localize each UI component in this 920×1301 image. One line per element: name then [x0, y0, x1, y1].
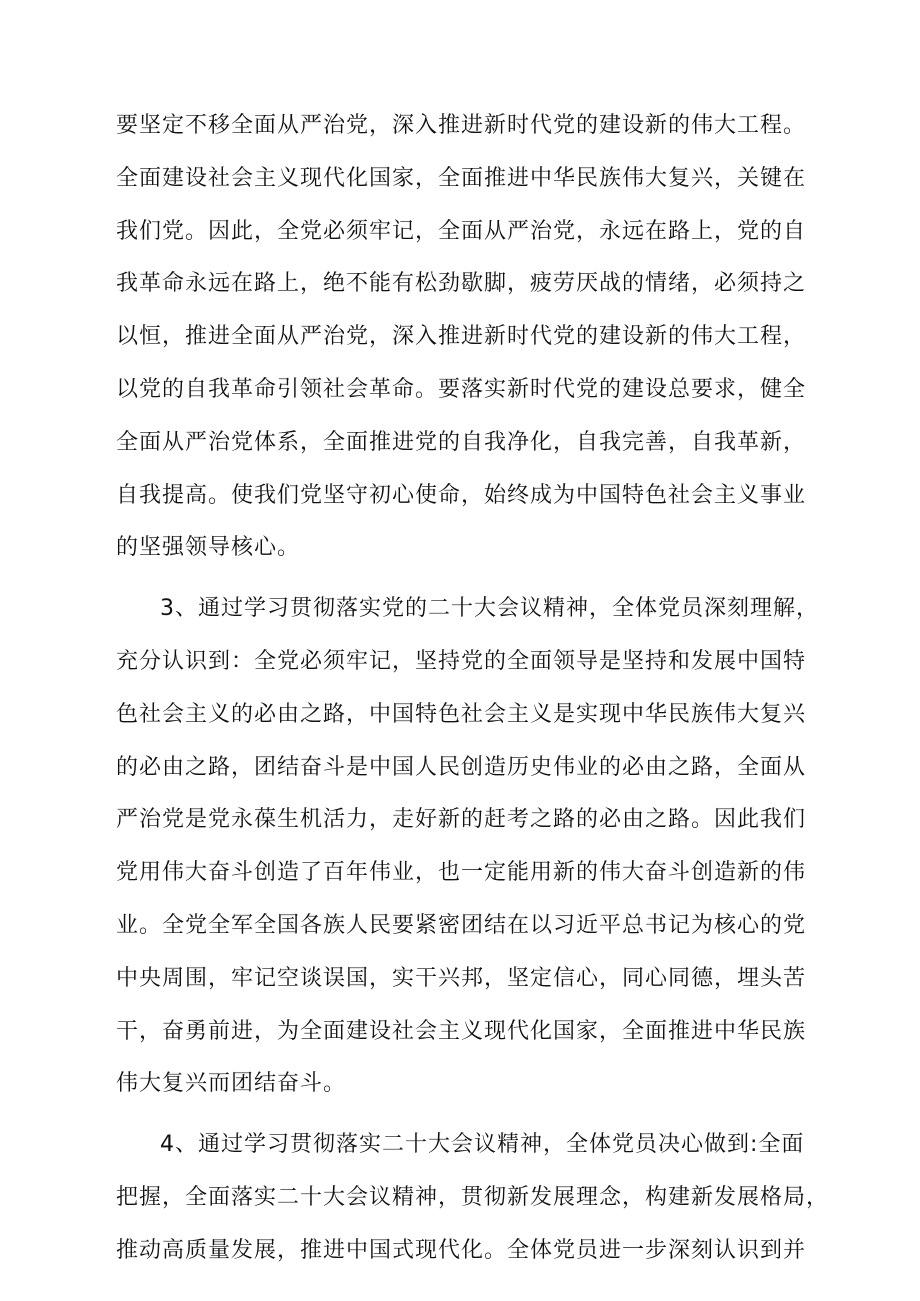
paragraph-2 [116, 583, 819, 1111]
paragraph-line: 推动高质量发展，推进中国式现代化。全体党员进一步深刻认识到并 [116, 1237, 807, 1263]
paragraph-line: 以党的自我革命引领社会革命。要落实新时代党的建设总要求，健全 [116, 376, 807, 402]
paragraph-line: 中央周围，牢记空谈误国，实干兴邦，坚定信心，同心同德，埋头苦 [116, 965, 807, 991]
document-body [116, 100, 830, 1278]
paragraph-line: 把握，全面落实二十大会议精神，贯彻新发展理念，构建新发展格局， [116, 1184, 830, 1210]
paragraph-spacing [116, 575, 816, 583]
paragraph-line: 的坚强领导核心。 [116, 535, 301, 561]
paragraph-line: 伟大复兴而团结奋斗。 [116, 1071, 347, 1097]
paragraph-line: 全面建设社会主义现代化国家，全面推进中华民族伟大复兴，关键在 [116, 165, 807, 191]
paragraph-spacing [116, 1111, 816, 1119]
paragraph-line: 自我提高。使我们党坚守初心使命，始终成为中国特色社会主义事业 [116, 482, 807, 508]
paragraph-line: 党用伟大奋斗创造了百年伟业，也一定能用新的伟大奋斗创造新的伟 [116, 860, 807, 886]
paragraph-first-line: 3、通过学习贯彻落实党的二十大会议精神，全体党员深刻理解， [160, 596, 819, 622]
paragraph-line: 我们党。因此，全党必须牢记，全面从严治党，永远在路上，党的自 [116, 218, 807, 244]
paragraph-line: 全面从严治党体系，全面推进党的自我净化，自我完善，自我革新， [116, 429, 807, 455]
paragraph-line: 我革命永远在路上，绝不能有松劲歇脚，疲劳厌战的情绪，必须持之 [116, 271, 807, 297]
paragraph-line: 业。全党全军全国各族人民要紧密团结在以习近平总书记为核心的党 [116, 912, 807, 938]
paragraph-line: 充分认识到：全党必须牢记，坚持党的全面领导是坚持和发展中国特 [116, 648, 807, 674]
paragraph-line: 的必由之路，团结奋斗是中国人民创造历史伟业的必由之路，全面从 [116, 754, 807, 780]
paragraph-line: 干，奋勇前进，为全面建设社会主义现代化国家，全面推进中华民族 [116, 1018, 807, 1044]
paragraph-3 [116, 1119, 830, 1277]
paragraph-line: 色社会主义的必由之路，中国特色社会主义是实现中华民族伟大复兴 [116, 701, 807, 727]
paragraph-line: 以恒，推进全面从严治党，深入推进新时代党的建设新的伟大工程， [116, 324, 807, 350]
paragraph-1 [116, 100, 816, 575]
paragraph-line: 要坚定不移全面从严治党，深入推进新时代党的建设新的伟大工程。 [116, 113, 807, 138]
paragraph-first-line: 4、通过学习贯彻落实二十大会议精神，全体党员决心做到:全面 [160, 1132, 805, 1158]
paragraph-line: 严治党是党永葆生机活力，走好新的赶考之路的必由之路。因此我们 [116, 807, 807, 833]
